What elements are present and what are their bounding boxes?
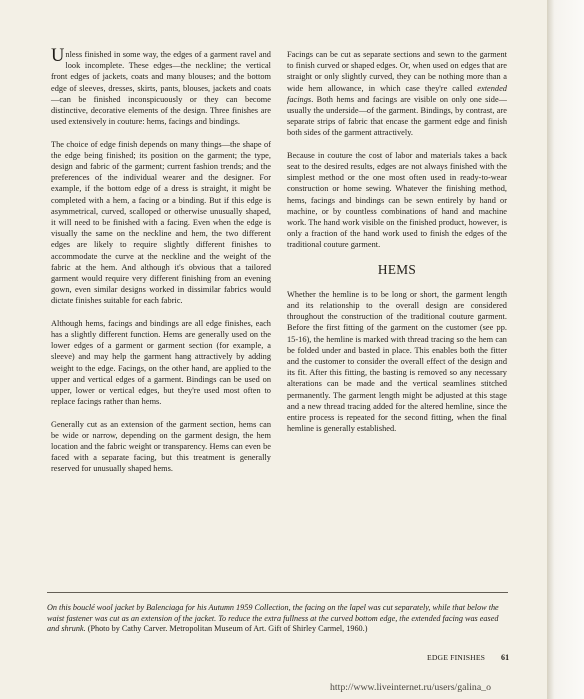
finish-functions-paragraph: Although hems, facings and bindings are all edge finishes, each has a slightly different function. Hems are generally used on the lower edges of a garment or garment section (for example, a sleeve) and may help the garment hang attractively by adding weight to the edge. Facings, on the other hand, are applied to the upper and vertical edges of a garment. Bindings can be used on upper, lower or vertical edges, but they're used most often to replace facings rather than hems. bbox=[51, 318, 271, 407]
facings-text-after-italic: . Both hems and facings are visible on only one side—usually the underside—of the garment. Bindings, by contrast, are separate strips of fabric that encase the garment edge and finish both sides of the garment attractively. bbox=[287, 94, 507, 138]
hemline-paragraph: Whether the hemline is to be long or short, the garment length and its relationship to the overall design are considered throughout the construction of the traditional couture garment. Before the first fitting of the garment on the customer (see pp. 15-16), the hemline is marked with thread tracing so the hem can be folded under and basted in place. This enables both the fitter and the customer to consider the overall effect of the design and its fit. After this fitting, the basting is removed so any necessary alterations can be made and the vertical seamlines stitched permanently. The garment length might be adjusted at this stage and a new thread tracing added for the altered hemline, since the entire process is repeated for the second fitting, when the final hemline is generally established. bbox=[287, 289, 507, 434]
facings-paragraph bbox=[287, 49, 507, 139]
photo-credit: (Photo by Cathy Carver. Metropolitan Museum of Art. Gift of Shirley Carmel, 1960.) bbox=[87, 624, 368, 633]
page-edge bbox=[548, 0, 584, 699]
intro-paragraph: Unless finished in some way, the edges of a garment ravel and look incomplete. These edges—the neckline; the vertical front edges of jackets, coats and many blouses; and the bottom edge of sleeves, dresses, skirts, pants, blouses, jackets and coats—can be finished inconspicuously or they can become distinctive, decorative elements of the design. Three finishes are used extensively in couture: hems, facings and bindings. bbox=[51, 46, 271, 127]
photo-caption bbox=[47, 603, 508, 635]
section-heading-hems: HEMS bbox=[377, 261, 417, 277]
facings-text-before-italic: Facings can be cut as separate sections and sewn to the garment to finish curved or shaped edges. Or, when used on edges that are straight or only slightly curved, they can be nothing more than a wide hem allowance, in which case they're called bbox=[287, 50, 507, 93]
hem-extension-paragraph: Generally cut as an extension of the garment section, hems can be wide or narrow, depending on the garment design, the hem location and the fabric weight or transparency. Hems can even be faced with a separate facing, but this treatment is generally reserved for unusually shaped hems. bbox=[51, 419, 271, 474]
couture-methods-paragraph: Because in couture the cost of labor and materials takes a back seat to the desired results, edges are not always finished with the simplest method or the one most often used in ready-to-wear construction or home sewing. Whatever the finishing method, hems, facings and bindings can be sewn entirely by hand or machine, or by countless combinations of hand and machine work. The hand work visible on the finished product, however, is only a fraction of the hand work used to finish the edges of the traditional couture garment. bbox=[287, 150, 507, 250]
caption-text: On this bouclé wool jacket by Balenciaga for his Autumn 1959 Collection, the facing on the lapel was cut separately, while that below the waist fastener was cut as an extension of the jacket. To reduce the extra fullness at the curved bottom edge, the extended facing was eased and shrunk. bbox=[47, 603, 499, 633]
running-footer-section: EDGE FINISHES bbox=[427, 653, 486, 662]
edge-finish-choice-paragraph: The choice of edge finish depends on many things—the shape of the edge being finished; its position on the garment; the type, design and fabric of the garment; current fashion trends; and the preferences of the individual wearer and the designer. For example, if the bottom edge of a dress is straight, it might be completed with a hem, a facing or a binding. But if this edge is asymmetrical, curved, scalloped or otherwise unusually shaped, it will need to be finished with a facing. Even when the edge is visually the same on the neckline and hem, the two different edges are likely to require slightly different finishes to accommodate the curve at the neckline and the weight of the fabric at the hem. And although it's obvious that a tailored garment would require very different finishing from an evening gown, even similar designs worked in dissimilar fabrics would dictate finishes suitable for each fabric. bbox=[51, 139, 271, 306]
url-watermark: http://www.liveinternet.ru/users/galina_o bbox=[330, 682, 491, 693]
right-column bbox=[287, 49, 507, 446]
page-number: 61 bbox=[501, 653, 510, 662]
left-column bbox=[51, 46, 271, 486]
page-footer bbox=[427, 652, 511, 664]
caption-divider bbox=[47, 592, 508, 593]
extended-facings-italic: extended facings bbox=[287, 83, 507, 104]
